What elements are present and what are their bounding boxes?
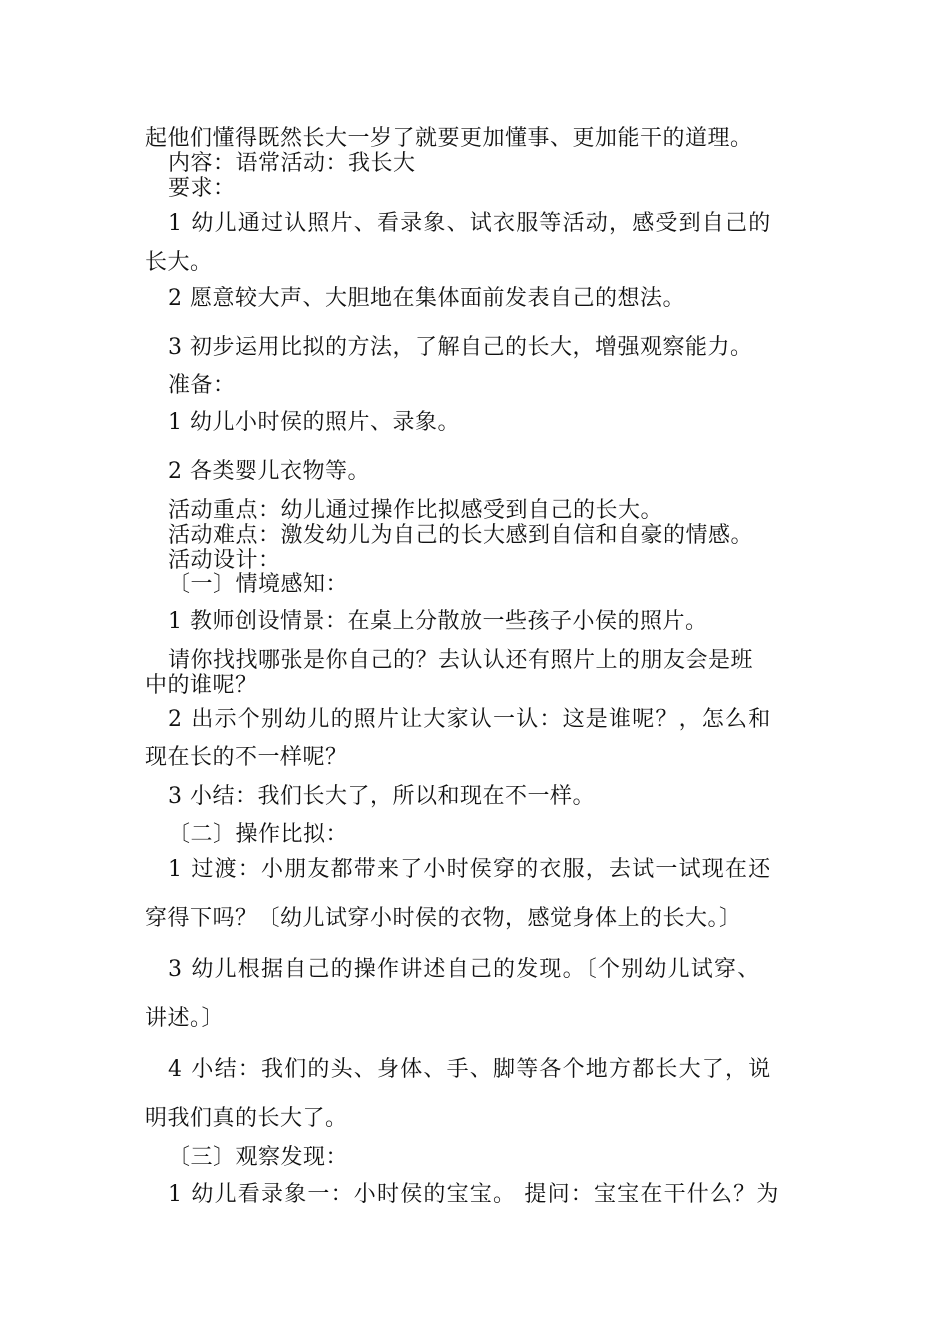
text-line: 现在长的不一样呢？ xyxy=(145,745,348,770)
text-line: 2 出示个别幼儿的照片让大家认一认：这是谁呢？，怎么和 xyxy=(168,707,772,732)
text-line: 〔二〕操作比拟： xyxy=(168,822,349,847)
text-line: 活动难点：激发幼儿为自己的长大感到自信和自豪的情感。 xyxy=(168,523,754,548)
text-line: 1 教师创设情景：在桌上分散放一些孩子小侯的照片。 xyxy=(168,609,708,634)
text-line: 穿得下吗？〔幼儿试穿小时侯的衣物，感觉身体上的长大。〕 xyxy=(145,906,742,931)
text-line: 中的谁呢？ xyxy=(145,673,258,698)
text-line: 1 过渡：小朋友都带来了小时侯穿的衣服，去试一试现在还 xyxy=(168,857,772,882)
text-line: 准备： xyxy=(168,373,236,398)
text-line: 2 各类婴儿衣物等。 xyxy=(168,459,370,484)
text-line: 活动重点：幼儿通过操作比拟感受到自己的长大。 xyxy=(168,498,664,523)
text-line: 起他们懂得既然长大一岁了就要更加懂事、更加能干的道理。 xyxy=(145,126,753,151)
text-line: 长大。 xyxy=(145,250,213,275)
text-line: 3 幼儿根据自己的操作讲述自己的发现。〔个别幼儿试穿、 xyxy=(168,957,761,982)
text-line: 要求： xyxy=(168,176,236,201)
text-line: 明我们真的长大了。 xyxy=(145,1106,348,1131)
text-line: 讲述。〕 xyxy=(145,1006,225,1031)
text-line: 4 小结：我们的头、身体、手、脚等各个地方都长大了，说 xyxy=(168,1057,772,1082)
text-line: 1 幼儿小时侯的照片、录象。 xyxy=(168,410,460,435)
text-line: 〔一〕情境感知： xyxy=(168,572,349,597)
text-line: 请你找找哪张是你自己的？去认认还有照片上的朋友会是班 xyxy=(168,648,754,673)
text-line: 3 初步运用比拟的方法，了解自己的长大，增强观察能力。 xyxy=(168,335,753,360)
text-line: 2 愿意较大声、大胆地在集体面前发表自己的想法。 xyxy=(168,286,685,311)
text-line: 3 小结：我们长大了，所以和现在不一样。 xyxy=(168,784,595,809)
text-line: 1 幼儿通过认照片、看录象、试衣服等活动，感受到自己的 xyxy=(168,211,772,236)
text-line: 活动设计： xyxy=(168,548,281,573)
text-line: 〔三〕观察发现： xyxy=(168,1145,349,1170)
text-line: 内容：语常活动：我长大 xyxy=(168,151,416,176)
text-line: 1 幼儿看录象一：小时侯的宝宝。 提问：宝宝在干什么？为 xyxy=(168,1182,780,1207)
